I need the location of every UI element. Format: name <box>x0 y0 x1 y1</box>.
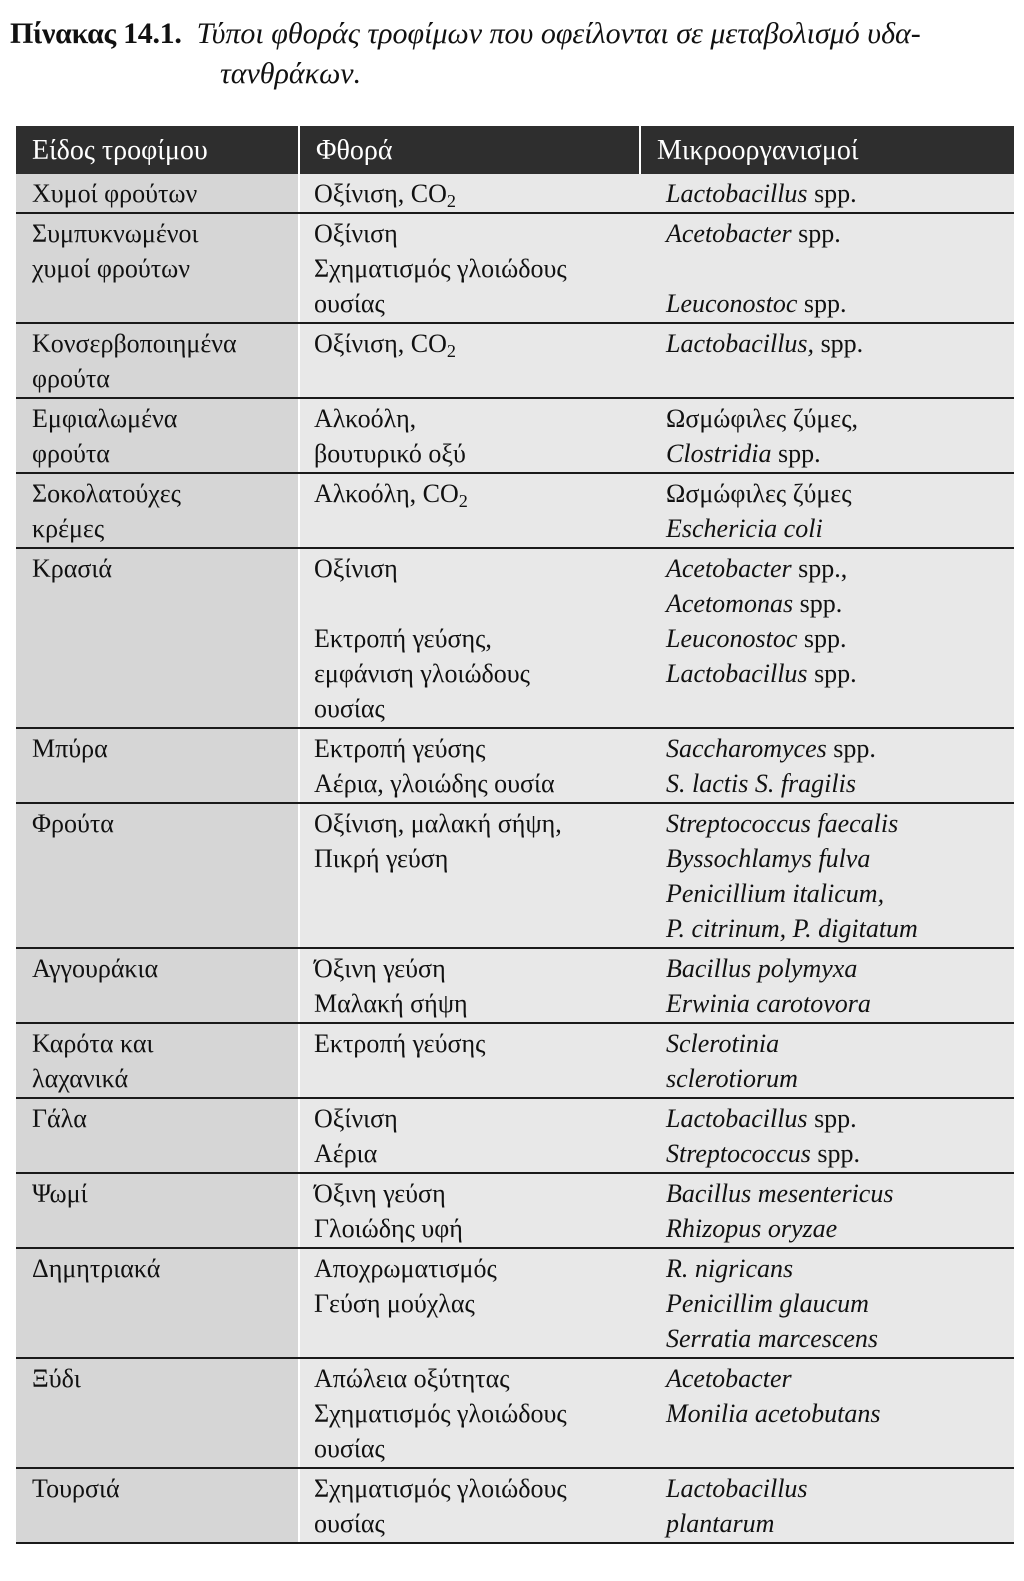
table-row <box>16 803 1014 948</box>
table-row <box>16 1248 1014 1358</box>
microorganism-line <box>666 1471 998 1506</box>
cell-microorganisms <box>640 213 1014 323</box>
spoilage-line <box>314 656 624 691</box>
spoilage-text: Πικρή γεύση <box>314 844 449 873</box>
organism-name: Acetobacter <box>666 554 792 583</box>
spoilage-text: Όξινη γεύση <box>314 954 446 983</box>
organism-name: R. nigricans <box>666 1254 794 1283</box>
organism-name: Streptococcus <box>666 1139 811 1168</box>
cell-spoilage <box>299 473 640 548</box>
organism-name: Acetobacter <box>666 1364 792 1393</box>
spoilage-line <box>314 1471 624 1506</box>
microorganism-line <box>666 326 998 361</box>
subscript: 2 <box>458 491 468 511</box>
spoilage-text: εμφάνιση γλοιώδους <box>314 659 530 688</box>
spoilage-text: Εκτροπή γεύσης <box>314 1029 486 1058</box>
microorganism-line <box>666 1061 998 1096</box>
microorganism-line <box>666 216 998 251</box>
cell-food <box>16 1358 299 1468</box>
spoilage-text: Αέρια, γλοιώδης ουσία <box>314 769 555 798</box>
header-food-type: Είδος τροφίμου <box>16 126 299 174</box>
microorganism-line <box>666 766 998 801</box>
spoilage-line <box>314 806 624 841</box>
spoilage-line <box>314 216 624 251</box>
food-line: Δημητριακά <box>32 1254 161 1283</box>
spoilage-line <box>314 691 624 726</box>
organism-name: Clostridia <box>666 439 772 468</box>
organism-name: Acetomonas <box>666 589 794 618</box>
spoilage-text: Αποχρωματισμός <box>314 1254 497 1283</box>
food-line: Ξύδι <box>32 1364 81 1393</box>
table-row <box>16 213 1014 323</box>
spoilage-line <box>314 476 624 511</box>
microorganism-line <box>666 621 998 656</box>
microorganism-line <box>666 1396 998 1431</box>
spoilage-line <box>314 731 624 766</box>
organism-name: Bacillus mesentericus <box>666 1179 894 1208</box>
food-line: Μπύρα <box>32 734 108 763</box>
organism-name: Lactobacillus <box>666 659 808 688</box>
cell-food <box>16 1468 299 1543</box>
spoilage-text: Απώλεια οξύτητας <box>314 1364 510 1393</box>
table-row <box>16 728 1014 803</box>
cell-food <box>16 213 299 323</box>
microorganism-line <box>666 1026 998 1061</box>
organism-name: Serratia marcescens <box>666 1324 879 1353</box>
spoilage-line <box>314 1286 624 1321</box>
organism-name: Byssochlamys fulva <box>666 844 871 873</box>
microorganism-line <box>666 1176 998 1211</box>
cell-food <box>16 398 299 473</box>
spoilage-line <box>314 326 624 361</box>
table-body <box>16 174 1014 1543</box>
table-row <box>16 174 1014 213</box>
spoilage-line <box>314 1506 624 1541</box>
spoilage-line <box>314 951 624 986</box>
organism-suffix: spp. <box>807 179 857 208</box>
cell-food <box>16 803 299 948</box>
cell-microorganisms <box>640 398 1014 473</box>
organism-name: Lactobacillus <box>666 1104 808 1133</box>
organism-name: Erwinia carotovora <box>666 989 871 1018</box>
food-line: Σοκολατούχες <box>32 479 181 508</box>
table-header-row <box>16 126 1014 174</box>
spoilage-line <box>314 1431 624 1466</box>
spoilage-line <box>314 1101 624 1136</box>
cell-food <box>16 1173 299 1248</box>
organism-suffix: spp. <box>797 289 847 318</box>
spoilage-text: Γλοιώδης υφή <box>314 1214 463 1243</box>
organism-name: Penicillium italicum, <box>666 879 885 908</box>
spoilage-line <box>314 1396 624 1431</box>
spoilage-line <box>314 251 624 286</box>
spoilage-line <box>314 551 624 586</box>
microorganism-line <box>666 511 998 546</box>
cell-spoilage <box>299 1173 640 1248</box>
microorganism-line <box>666 841 998 876</box>
spoilage-text: Οξίνιση <box>314 554 398 583</box>
food-line: Τουρσιά <box>32 1474 120 1503</box>
cell-spoilage <box>299 1358 640 1468</box>
microorganism-line <box>666 401 998 436</box>
food-line: χυμοί φρούτων <box>32 254 191 283</box>
spoilage-line <box>314 1026 624 1061</box>
spoilage-line <box>314 436 624 471</box>
spoilage-text: Οξίνιση <box>314 219 398 248</box>
microorganism-line <box>666 1506 998 1541</box>
cell-spoilage <box>299 728 640 803</box>
table-row <box>16 548 1014 728</box>
table-row <box>16 398 1014 473</box>
cell-spoilage <box>299 1023 640 1098</box>
cell-food <box>16 1248 299 1358</box>
organism-suffix: spp. <box>791 219 841 248</box>
spoilage-text: Μαλακή σήψη <box>314 989 468 1018</box>
organism-name: Leuconostoc <box>666 624 798 653</box>
organism-suffix: Ωσμώφιλες ζύμες <box>666 479 852 508</box>
spoilage-line <box>314 176 624 211</box>
spoilage-text: ουσίας <box>314 289 385 318</box>
microorganism-line <box>666 1211 998 1246</box>
spoilage-line <box>314 841 624 876</box>
caption-text-2: τανθράκων. <box>220 57 362 90</box>
cell-microorganisms <box>640 803 1014 948</box>
table-row <box>16 948 1014 1023</box>
organism-name: S. lactis S. fragilis <box>666 769 856 798</box>
cell-microorganisms <box>640 1358 1014 1468</box>
microorganism-line <box>666 876 998 911</box>
cell-spoilage <box>299 398 640 473</box>
cell-spoilage <box>299 548 640 728</box>
food-line: φρούτα <box>32 439 110 468</box>
organism-name: Monilia acetobutans <box>666 1399 881 1428</box>
spoilage-line <box>314 1211 624 1246</box>
spoilage-text: Σχηματισμός γλοιώδους <box>314 1474 567 1503</box>
subscript: 2 <box>446 341 456 361</box>
organism-name: Streptococcus faecalis <box>666 809 899 838</box>
cell-spoilage <box>299 803 640 948</box>
spoilage-line <box>314 1361 624 1396</box>
cell-microorganisms <box>640 1098 1014 1173</box>
table-row <box>16 473 1014 548</box>
organism-name: P. citrinum, P. digitatum <box>666 914 918 943</box>
food-line: Ψωμί <box>32 1179 88 1208</box>
microorganism-line <box>666 1136 998 1171</box>
cell-spoilage <box>299 213 640 323</box>
spoilage-table <box>16 126 1014 1544</box>
food-line: Χυμοί φρούτων <box>32 179 198 208</box>
cell-food <box>16 1023 299 1098</box>
microorganism-line <box>666 731 998 766</box>
microorganism-line <box>666 1286 998 1321</box>
microorganism-line <box>666 1361 998 1396</box>
cell-microorganisms <box>640 1248 1014 1358</box>
organism-name: Rhizopus oryzae <box>666 1214 838 1243</box>
cell-microorganisms <box>640 1023 1014 1098</box>
cell-food <box>16 548 299 728</box>
microorganism-line <box>666 911 998 946</box>
microorganism-line <box>666 586 998 621</box>
caption-label: Πίνακας 14.1. <box>10 17 182 50</box>
cell-food <box>16 323 299 398</box>
organism-name: Sclerotinia <box>666 1029 780 1058</box>
cell-food <box>16 473 299 548</box>
organism-suffix: spp., <box>791 554 848 583</box>
subscript: 2 <box>446 191 456 211</box>
cell-microorganisms <box>640 473 1014 548</box>
microorganism-line <box>666 286 998 321</box>
microorganism-line <box>666 476 998 511</box>
organism-name: Eschericia coli <box>666 514 823 543</box>
spoilage-line <box>314 286 624 321</box>
microorganism-line <box>666 951 998 986</box>
microorganism-line <box>666 656 998 691</box>
spoilage-line <box>314 621 624 656</box>
spoilage-text: βουτυρικό οξύ <box>314 439 466 468</box>
spoilage-text: Αλκοόλη, <box>314 404 417 433</box>
microorganism-line <box>666 436 998 471</box>
table-row <box>16 323 1014 398</box>
spoilage-text: Αλκοόλη, CO <box>314 479 459 508</box>
food-line: κρέμες <box>32 514 105 543</box>
organism-suffix: spp. <box>810 1139 861 1168</box>
microorganism-line <box>666 251 998 286</box>
organism-suffix: spp. <box>771 439 821 468</box>
food-line: Εμφιαλωμένα <box>32 404 178 433</box>
organism-name: Bacillus polymyxa <box>666 954 858 983</box>
organism-name: Leuconostoc <box>666 289 798 318</box>
organism-name: Penicillim glaucum <box>666 1289 869 1318</box>
microorganism-line <box>666 1101 998 1136</box>
table-row <box>16 1358 1014 1468</box>
table-row <box>16 1023 1014 1098</box>
cell-microorganisms <box>640 948 1014 1023</box>
microorganism-line <box>666 1321 998 1356</box>
table-row <box>16 1098 1014 1173</box>
cell-spoilage <box>299 174 640 213</box>
spoilage-text: ουσίας <box>314 694 385 723</box>
food-line: Φρούτα <box>32 809 114 838</box>
spoilage-text: Οξίνιση, CO <box>314 179 447 208</box>
organism-suffix: spp. <box>797 624 847 653</box>
organism-name: Lactobacillus <box>666 1474 808 1503</box>
table-row <box>16 1173 1014 1248</box>
cell-microorganisms <box>640 1468 1014 1543</box>
table-row <box>16 1468 1014 1543</box>
caption-line-1 <box>10 14 1010 54</box>
organism-suffix: Ωσμώφιλες ζύμες, <box>666 404 859 433</box>
food-line: Αγγουράκια <box>32 954 159 983</box>
caption-text-1: Τύποι φθοράς τροφίμων που οφείλονται σε μεταβολισμό υδα- <box>196 17 921 50</box>
cell-spoilage <box>299 948 640 1023</box>
organism-name: Lactobacillus, <box>666 329 815 358</box>
spoilage-line <box>314 1136 624 1171</box>
organism-name: Lactobacillus <box>666 179 808 208</box>
spoilage-text: Σχηματισμός γλοιώδους <box>314 1399 567 1428</box>
organism-suffix: spp. <box>826 734 876 763</box>
food-line: Καρότα και <box>32 1029 154 1058</box>
table-caption <box>10 14 1010 94</box>
spoilage-line <box>314 986 624 1021</box>
food-line: Γάλα <box>32 1104 87 1133</box>
spoilage-line <box>314 766 624 801</box>
microorganism-line <box>666 1251 998 1286</box>
cell-spoilage <box>299 1468 640 1543</box>
spoilage-text: Αέρια <box>314 1139 378 1168</box>
organism-suffix: spp. <box>814 329 864 358</box>
organism-suffix: spp. <box>793 589 843 618</box>
microorganism-line <box>666 176 998 211</box>
header-spoilage: Φθορά <box>299 126 640 174</box>
cell-spoilage <box>299 1098 640 1173</box>
cell-microorganisms <box>640 323 1014 398</box>
cell-microorganisms <box>640 548 1014 728</box>
food-line: λαχανικά <box>32 1064 129 1093</box>
cell-spoilage <box>299 323 640 398</box>
cell-microorganisms <box>640 1173 1014 1248</box>
spoilage-text: Εκτροπή γεύσης <box>314 734 486 763</box>
cell-microorganisms <box>640 174 1014 213</box>
spoilage-text: ουσίας <box>314 1434 385 1463</box>
cell-microorganisms <box>640 728 1014 803</box>
header-microorganisms: Μικροοργανισμοί <box>640 126 1014 174</box>
spoilage-line <box>314 586 624 621</box>
spoilage-text: Γεύση μούχλας <box>314 1289 475 1318</box>
spoilage-text: Όξινη γεύση <box>314 1179 446 1208</box>
cell-food <box>16 728 299 803</box>
organism-name: plantarum <box>666 1509 775 1538</box>
spoilage-line <box>314 401 624 436</box>
food-line: Κονσερβοποιημένα <box>32 329 237 358</box>
food-line: Κρασιά <box>32 554 113 583</box>
cell-food <box>16 174 299 213</box>
spoilage-text: Οξίνιση, CO <box>314 329 447 358</box>
organism-suffix: spp. <box>807 1104 857 1133</box>
microorganism-line <box>666 806 998 841</box>
organism-name: sclerotiorum <box>666 1064 798 1093</box>
food-line: φρούτα <box>32 364 110 393</box>
spoilage-line <box>314 1176 624 1211</box>
microorganism-line <box>666 551 998 586</box>
spoilage-text: Σχηματισμός γλοιώδους <box>314 254 567 283</box>
cell-spoilage <box>299 1248 640 1358</box>
organism-name: Acetobacter <box>666 219 792 248</box>
spoilage-text: ουσίας <box>314 1509 385 1538</box>
spoilage-text: Οξίνιση <box>314 1104 398 1133</box>
food-line: Συμπυκνωμένοι <box>32 219 199 248</box>
cell-food <box>16 1098 299 1173</box>
spoilage-line <box>314 1251 624 1286</box>
cell-food <box>16 948 299 1023</box>
spoilage-text: Εκτροπή γεύσης, <box>314 624 492 653</box>
microorganism-line <box>666 986 998 1021</box>
organism-name: Saccharomyces <box>666 734 827 763</box>
spoilage-text: Οξίνιση, μαλακή σήψη, <box>314 809 562 838</box>
organism-suffix: spp. <box>807 659 857 688</box>
